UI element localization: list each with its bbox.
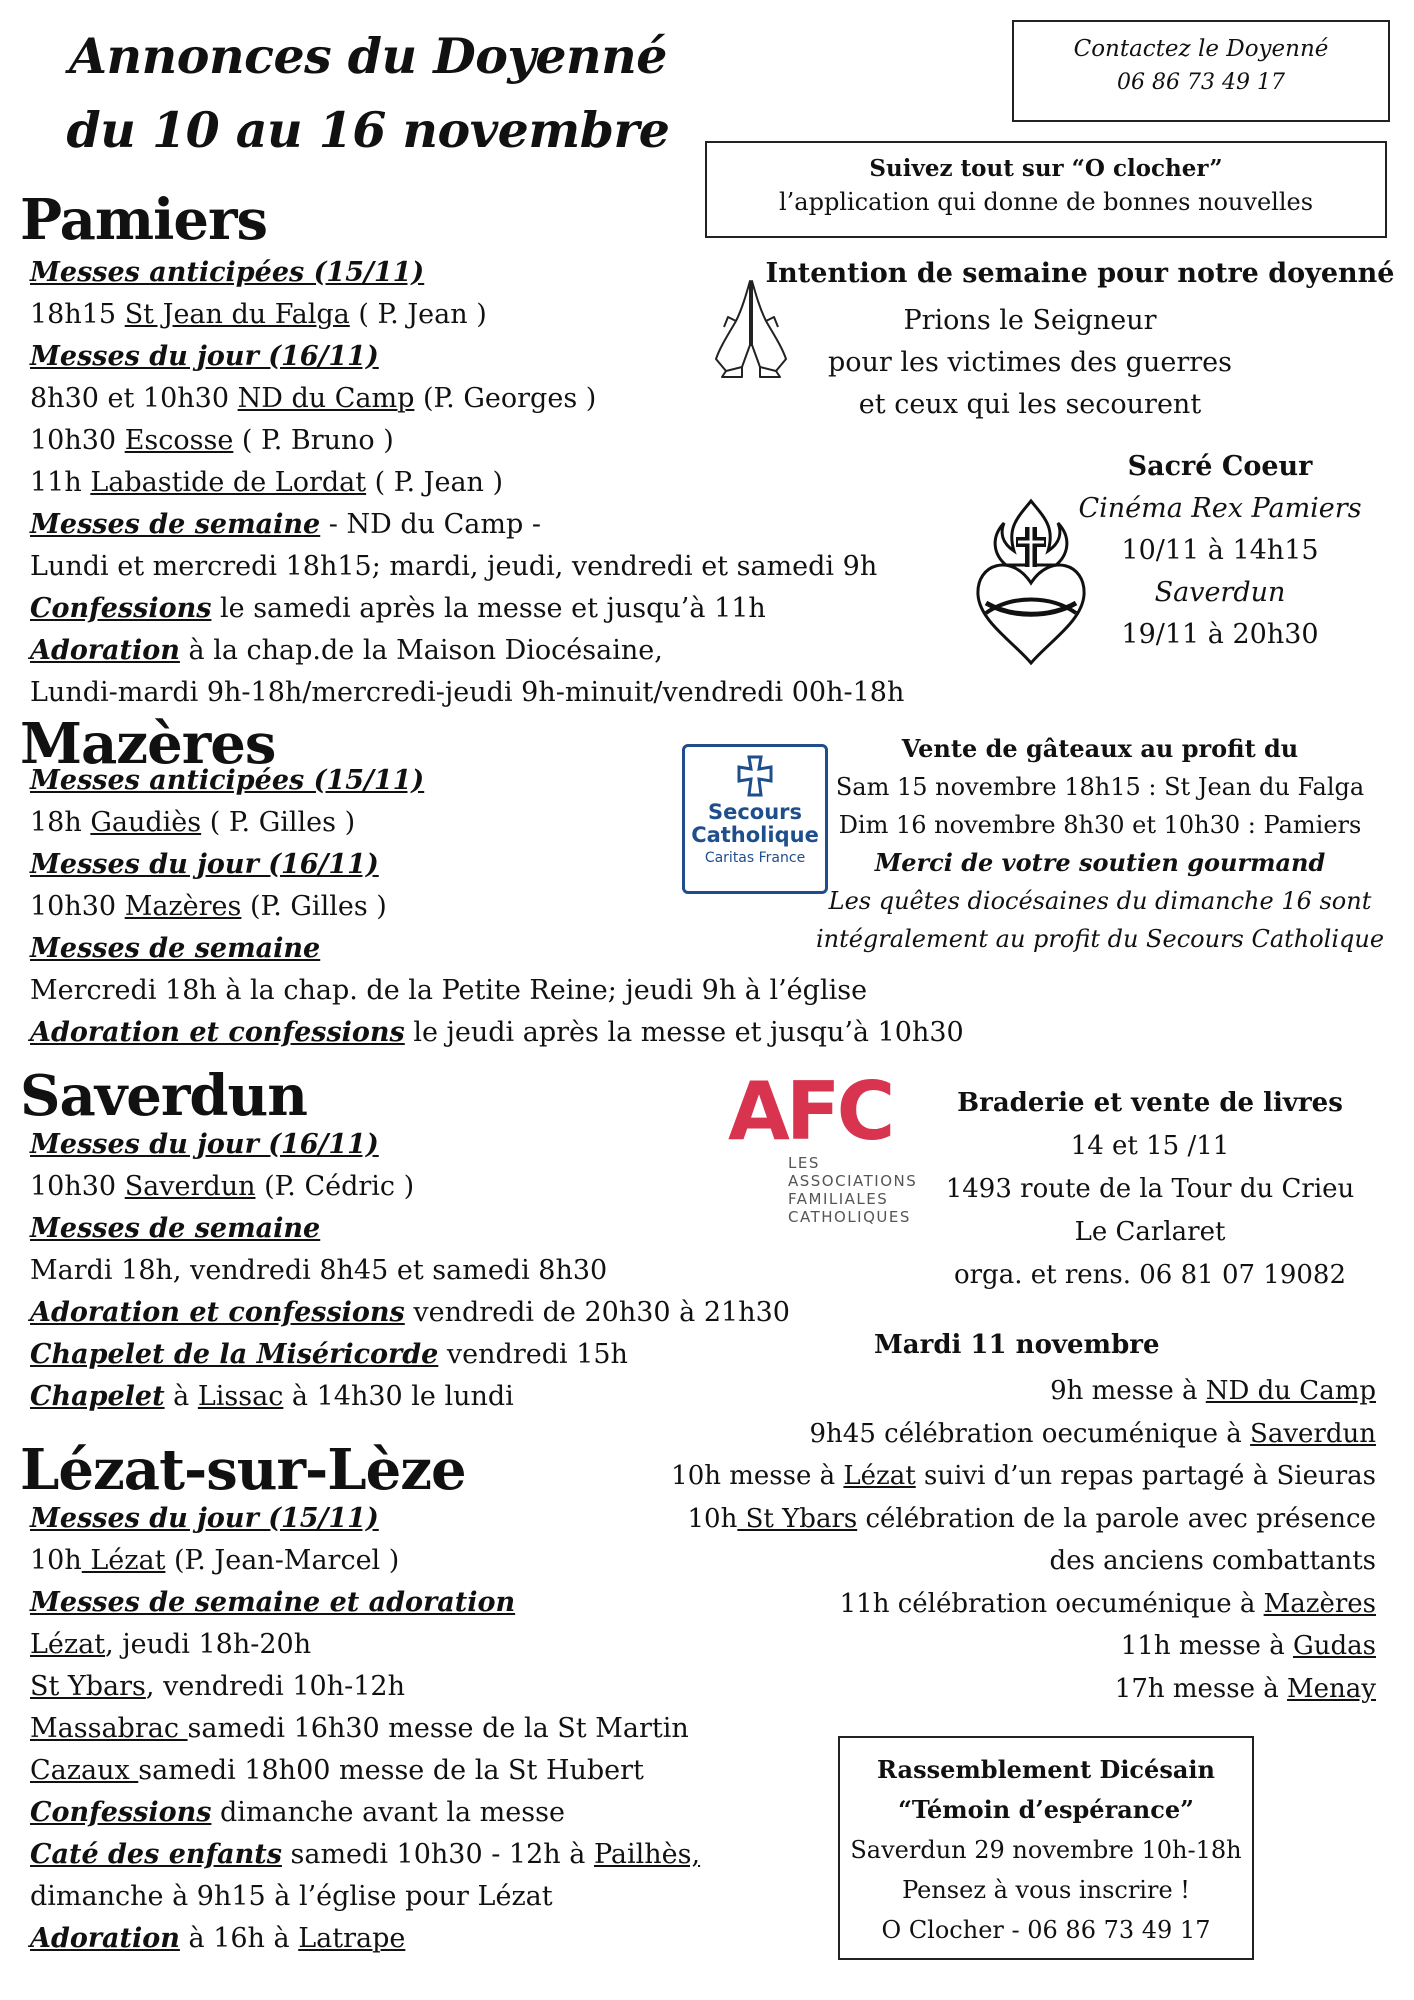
schedule-line: St Ybars, vendredi 10h-12h [30, 1671, 405, 1702]
mardi-line: 10h messe à Lézat suivi d’un repas partagé à Sieuras [671, 1461, 1376, 1491]
schedule-line: dimanche à 9h15 à l’église pour Lézat [30, 1881, 553, 1912]
secours-thanks: Merci de votre soutien gourmand [874, 848, 1326, 877]
secours-logo-line2: Catholique [691, 823, 819, 847]
contact-label: Contactez le Doyenné [1073, 36, 1329, 62]
mardi-line: des anciens combattants [1049, 1546, 1376, 1576]
schedule-line: Lundi-mardi 9h-18h/mercredi-jeudi 9h-minuit/vendredi 00h-18h [30, 677, 905, 708]
secours-title: Vente de gâteaux au profit du [901, 734, 1299, 763]
schedule-line: Messes de semaine - ND du Camp - [30, 509, 541, 540]
app-box-title: Suivez tout sur “O clocher” [869, 155, 1223, 182]
schedule-line: Mardi 18h, vendredi 8h45 et samedi 8h30 [30, 1255, 608, 1286]
schedule-line: Adoration et confessions vendredi de 20h30 à 21h30 [30, 1297, 790, 1328]
sacre-coeur-date2: 19/11 à 20h30 [1121, 619, 1319, 650]
schedule-line: Cazaux samedi 18h00 messe de la St Hubert [30, 1755, 644, 1786]
intention-line: et ceux qui les secourent [858, 389, 1202, 420]
intention-line: pour les victimes des guerres [828, 347, 1232, 378]
schedule-line: 18h15 St Jean du Falga ( P. Jean ) [30, 299, 487, 330]
secours-note2: intégralement au profit du Secours Catholique [815, 925, 1385, 953]
sacre-coeur-title: Sacré Coeur [1127, 451, 1313, 482]
afc-title: Braderie et vente de livres [957, 1088, 1343, 1118]
mazeres-section [30, 760, 964, 1054]
mardi-line: 11h célébration oecuménique à Mazères [839, 1588, 1376, 1619]
schedule-line: Lézat, jeudi 18h-20h [30, 1629, 312, 1660]
schedule-line: 10h Lézat (P. Jean-Marcel ) [30, 1545, 400, 1576]
afc-logo-l4: CATHOLIQUES [788, 1208, 911, 1226]
contact-phone: 06 86 73 49 17 [1117, 70, 1285, 95]
section-heading: Messes de semaine et adoration [30, 1587, 516, 1618]
intention-title: Intention de semaine pour notre doyenné [765, 258, 1395, 289]
mardi-title: Mardi 11 novembre [874, 1330, 1160, 1360]
lezat-section [30, 1498, 700, 1960]
schedule-line: Adoration à la chap.de la Maison Diocésaine, [30, 635, 663, 666]
section-heading: Messes anticipées (15/11) [30, 765, 425, 796]
secours-note1: Les quêtes diocésaines du dimanche 16 sont [828, 887, 1372, 915]
secours-logo-line3: Caritas France [704, 850, 806, 866]
rassemblement-when: Saverdun 29 novembre 10h-18h [850, 1836, 1242, 1864]
schedule-line: 18h Gaudiès ( P. Gilles ) [30, 807, 356, 838]
afc-address: 1493 route de la Tour du Crieu [945, 1174, 1355, 1204]
mardi-line: 9h45 célébration oecuménique à Saverdun [809, 1418, 1376, 1449]
rassemblement-reminder: Pensez à vous inscrire ! [902, 1876, 1190, 1904]
app-box-text: l’application qui donne de bonnes nouvelles [778, 188, 1314, 216]
mardi-line: 9h messe à ND du Camp [1050, 1376, 1376, 1406]
rassemblement-subtitle: “Témoin d’espérance” [898, 1795, 1194, 1824]
schedule-line: Mercredi 18h à la chap. de la Petite Reine; jeudi 9h à l’église [30, 975, 868, 1006]
city-saverdun: Saverdun [20, 1063, 307, 1129]
section-heading: Messes du jour (15/11) [30, 1503, 379, 1534]
afc-logo-l1: LES [788, 1154, 820, 1172]
mardi-line: 10h St Ybars célébration de la parole avec présence [687, 1503, 1376, 1534]
mardi-list [616, 1370, 1376, 1710]
afc-logo-l2: ASSOCIATIONS [788, 1172, 918, 1190]
schedule-line: Adoration et confessions le jeudi après la messe et jusqu’à 10h30 [30, 1017, 964, 1048]
section-heading: Messes du jour (16/11) [30, 341, 379, 372]
section-heading: Messes du jour (16/11) [30, 849, 379, 880]
page-subtitle-dates: du 10 au 16 novembre [66, 101, 670, 159]
city-pamiers: Pamiers [20, 187, 268, 253]
sacre-coeur-date1: 10/11 à 14h15 [1121, 535, 1319, 566]
page-title: Annonces du Doyenné [69, 27, 667, 85]
secours-line1: Sam 15 novembre 18h15 : St Jean du Falga [835, 773, 1365, 801]
rassemblement-contact: O Clocher - 06 86 73 49 17 [881, 1916, 1211, 1944]
schedule-line: Caté des enfants samedi 10h30 - 12h à Pailhès, [30, 1839, 701, 1870]
schedule-line: 11h Labastide de Lordat ( P. Jean ) [30, 467, 504, 498]
section-heading: Messes du jour (16/11) [30, 1129, 379, 1160]
sacre-coeur-block [1060, 446, 1380, 656]
secours-line2: Dim 16 novembre 8h30 et 10h30 : Pamiers [838, 811, 1362, 839]
sacre-coeur-place2: Saverdun [1154, 577, 1286, 608]
secours-logo-line1: Secours [707, 800, 803, 824]
afc-contact: orga. et rens. 06 81 07 19082 [953, 1260, 1347, 1290]
intention-line: Prions le Seigneur [903, 305, 1157, 336]
afc-dates: 14 et 15 /11 [1070, 1131, 1230, 1161]
afc-logo-l3: FAMILIALES [788, 1190, 889, 1208]
city-mazeres: Mazères [20, 711, 276, 777]
mardi-line: 17h messe à Menay [1114, 1673, 1376, 1704]
section-heading: Messes de semaine [30, 1213, 321, 1244]
app-box [705, 141, 1387, 238]
schedule-line: 10h30 Saverdun (P. Cédric ) [30, 1171, 415, 1202]
schedule-line: 8h30 et 10h30 ND du Camp (P. Georges ) [30, 383, 597, 414]
schedule-line: 10h30 Mazères (P. Gilles ) [30, 891, 387, 922]
sacre-coeur-place1: Cinéma Rex Pamiers [1078, 493, 1362, 524]
schedule-line: Adoration à 16h à Latrape [30, 1923, 406, 1954]
schedule-line: Massabrac samedi 16h30 messe de la St Martin [30, 1713, 689, 1744]
city-lezat: Lézat-sur-Lèze [20, 1437, 466, 1503]
afc-block [930, 1082, 1370, 1297]
schedule-line: Confessions dimanche avant la messe [30, 1797, 565, 1828]
afc-logo-sub [788, 1154, 940, 1226]
schedule-line: Chapelet de la Miséricorde vendredi 15h [30, 1339, 628, 1370]
afc-place: Le Carlaret [1074, 1217, 1226, 1247]
schedule-line: Lundi et mercredi 18h15; mardi, jeudi, vendredi et samedi 9h [30, 551, 878, 582]
section-heading: Messes anticipées (15/11) [30, 257, 425, 288]
schedule-line: Confessions le samedi après la messe et jusqu’à 11h [30, 593, 766, 624]
rassemblement-box [838, 1736, 1254, 1960]
rassemblement-title: Rassemblement Dicésain [877, 1755, 1215, 1784]
mardi-line: 11h messe à Gudas [1120, 1631, 1376, 1661]
afc-logo-text: AFC [728, 1065, 892, 1158]
pamiers-section [30, 252, 904, 714]
contact-box [1012, 20, 1390, 122]
saverdun-section [30, 1124, 790, 1418]
section-heading: Messes de semaine [30, 933, 321, 964]
schedule-line: 10h30 Escosse ( P. Bruno ) [30, 425, 394, 456]
schedule-line: Chapelet à Lissac à 14h30 le lundi [30, 1381, 514, 1412]
